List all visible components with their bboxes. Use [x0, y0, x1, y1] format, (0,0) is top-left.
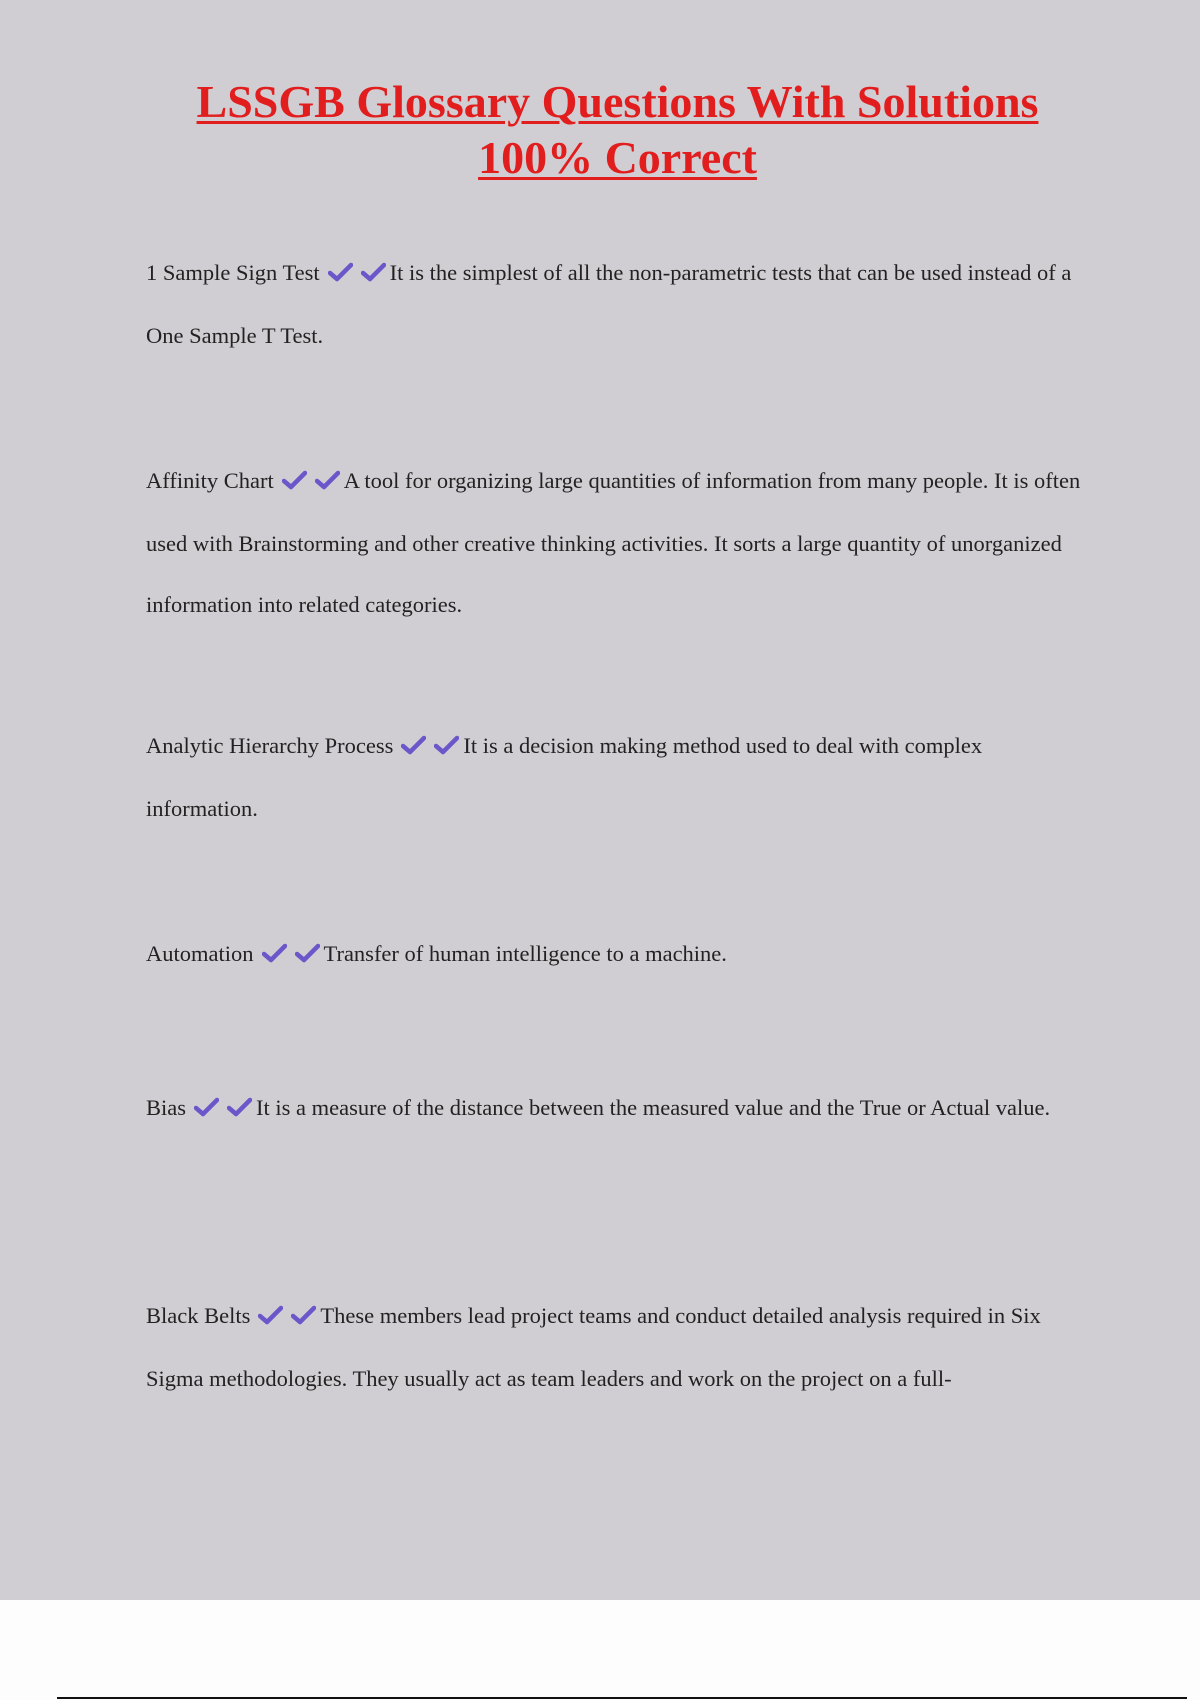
check-mark-icon — [328, 262, 353, 282]
glossary-entry — [146, 1285, 1096, 1409]
check-mark-icon — [262, 943, 287, 963]
double-check-mark — [328, 244, 386, 305]
glossary-term: Bias — [146, 1095, 187, 1120]
check-mark-icon — [258, 1305, 283, 1325]
page-footer — [0, 1600, 1200, 1700]
glossary-term: Affinity Chart — [146, 468, 274, 493]
glossary-term: 1 Sample Sign Test — [146, 260, 320, 285]
check-mark-icon — [315, 470, 340, 490]
glossary-entry — [146, 242, 1096, 366]
glossary-term: Analytic Hierarchy Process — [146, 733, 394, 758]
check-mark-icon — [295, 943, 320, 963]
check-mark-icon — [361, 262, 386, 282]
glossary-entry — [146, 923, 1096, 986]
check-mark-icon — [194, 1097, 219, 1117]
check-mark-icon — [282, 470, 307, 490]
glossary-entry — [146, 450, 1096, 635]
double-check-mark — [258, 1287, 316, 1348]
glossary-entry — [146, 715, 1096, 839]
double-check-mark — [262, 925, 320, 986]
title-line-1: LSSGB Glossary Questions With Solutions — [196, 76, 1039, 127]
title-line-2: 100% Correct — [478, 132, 757, 183]
check-mark-icon — [227, 1097, 252, 1117]
check-mark-icon — [401, 735, 426, 755]
glossary-term: Automation — [146, 941, 254, 966]
glossary-definition: It is the simplest of all the non-parametric tests that can be used instead of a One Sample T Test. — [146, 260, 1072, 348]
glossary-definition: Transfer of human intelligence to a machine. — [323, 941, 727, 966]
double-check-mark — [401, 717, 459, 778]
glossary-definition: It is a measure of the distance between the measured value and the True or Actual value. — [256, 1095, 1051, 1120]
glossary-definition: A tool for organizing large quantities of information from many people. It is often used with Brainstorming and other creative thinking activities. It sorts a large quantity of unorganized information into related categories. — [146, 468, 1081, 617]
double-check-mark — [194, 1079, 252, 1140]
glossary-term: Black Belts — [146, 1303, 251, 1328]
glossary-definition: These members lead project teams and conduct detailed analysis required in Six Sigma methodologies. They usually act as team leaders and work on the project on a full- — [146, 1303, 1041, 1391]
glossary-definition: It is a decision making method used to deal with complex information. — [146, 733, 983, 821]
footer-divider — [57, 1697, 1187, 1699]
check-mark-icon — [291, 1305, 316, 1325]
document-title — [0, 74, 1200, 186]
check-mark-icon — [434, 735, 459, 755]
glossary-entry — [146, 1077, 1096, 1140]
double-check-mark — [282, 452, 340, 513]
